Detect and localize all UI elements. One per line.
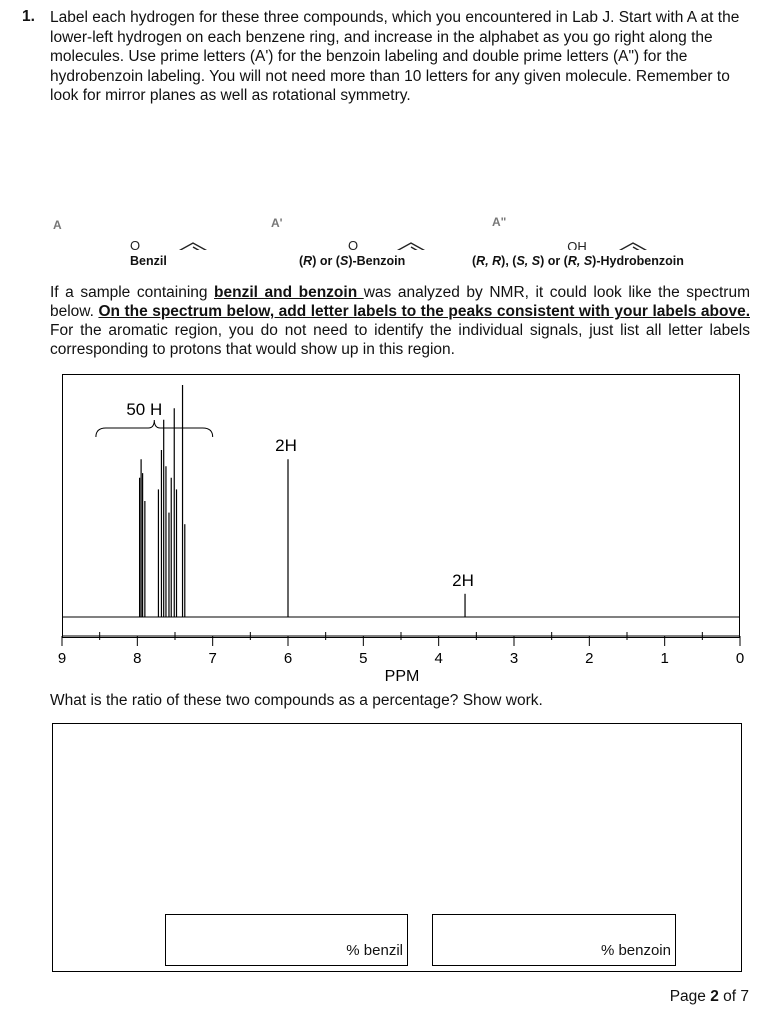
benzoin-start-label: A' xyxy=(271,216,283,230)
nmr-spectrum xyxy=(0,370,781,690)
x-tick-label: 5 xyxy=(359,650,368,667)
x-tick-label: 9 xyxy=(57,650,67,667)
benzil-o-top: O xyxy=(129,238,141,250)
benzoin-percent-label: % benzoin xyxy=(600,942,671,959)
integration-label: 2H xyxy=(452,570,474,590)
hydrobenzoin-name: (R, R), (S, S) or (R, S)-Hydrobenzoin xyxy=(472,254,684,268)
ratio-question: What is the ratio of these two compounds as a percentage? Show work. xyxy=(50,692,543,709)
x-tick-label: 6 xyxy=(283,650,293,667)
benzoin-o: O xyxy=(347,238,359,250)
page-footer: Page 2 of 7 xyxy=(669,988,749,1005)
benzoin-percent-box[interactable] xyxy=(432,914,676,966)
integration-label: 2H xyxy=(275,436,297,456)
benzoin-name: (R) or (S)-Benzoin xyxy=(299,254,406,268)
integration-label: 50 H xyxy=(126,400,163,419)
instruction-paragraph: If a sample containing benzil and benzoin was analyzed by NMR, it could look like the spectrum below. On the spectrum below, add letter labels to the peaks consistent with your labels above. For the aromatic region, you do not need to identify the individual signals, just list all letter labels corresponding to protons that would show up in this region. xyxy=(50,284,750,358)
x-tick-label: 7 xyxy=(208,650,217,667)
x-tick-label: 1 xyxy=(660,650,669,667)
question-text: Label each hydrogen for these three compounds, which you encountered in Lab J. Start with A at the lower-left hydrogen on each benzene ring, and increase in the alphabet as you go right along the molecules. Use prime letters (A') for the benzoin labeling and double prime letters (A") for the hydrobenzoin labeling. You will not need more than 10 letters for any given molecule. Remember to look for mirror planes as well as rotational symmetry. xyxy=(50,9,740,105)
x-tick-label: 4 xyxy=(434,650,443,667)
benzil-name: Benzil xyxy=(130,254,167,268)
x-axis-label: PPM xyxy=(384,668,420,685)
benzil-structure xyxy=(79,243,211,250)
x-tick-label: 0 xyxy=(735,650,745,667)
hydrobenzoin-oh-top: OH xyxy=(567,239,587,250)
molecule-structures xyxy=(0,130,781,250)
benzil-start-label: A xyxy=(53,218,62,232)
x-tick-label: 2 xyxy=(585,650,594,667)
benzil-percent-label: % benzil xyxy=(346,942,403,959)
integration-brace xyxy=(96,420,213,437)
hydrobenzoin-start-label: A" xyxy=(492,215,507,229)
x-tick-label: 8 xyxy=(133,650,142,667)
question-number: 1. xyxy=(22,8,35,25)
benzoin-structure xyxy=(297,243,429,250)
answer-box[interactable] xyxy=(52,723,742,972)
x-tick-label: 3 xyxy=(509,650,519,667)
benzil-percent-box[interactable] xyxy=(165,914,408,966)
